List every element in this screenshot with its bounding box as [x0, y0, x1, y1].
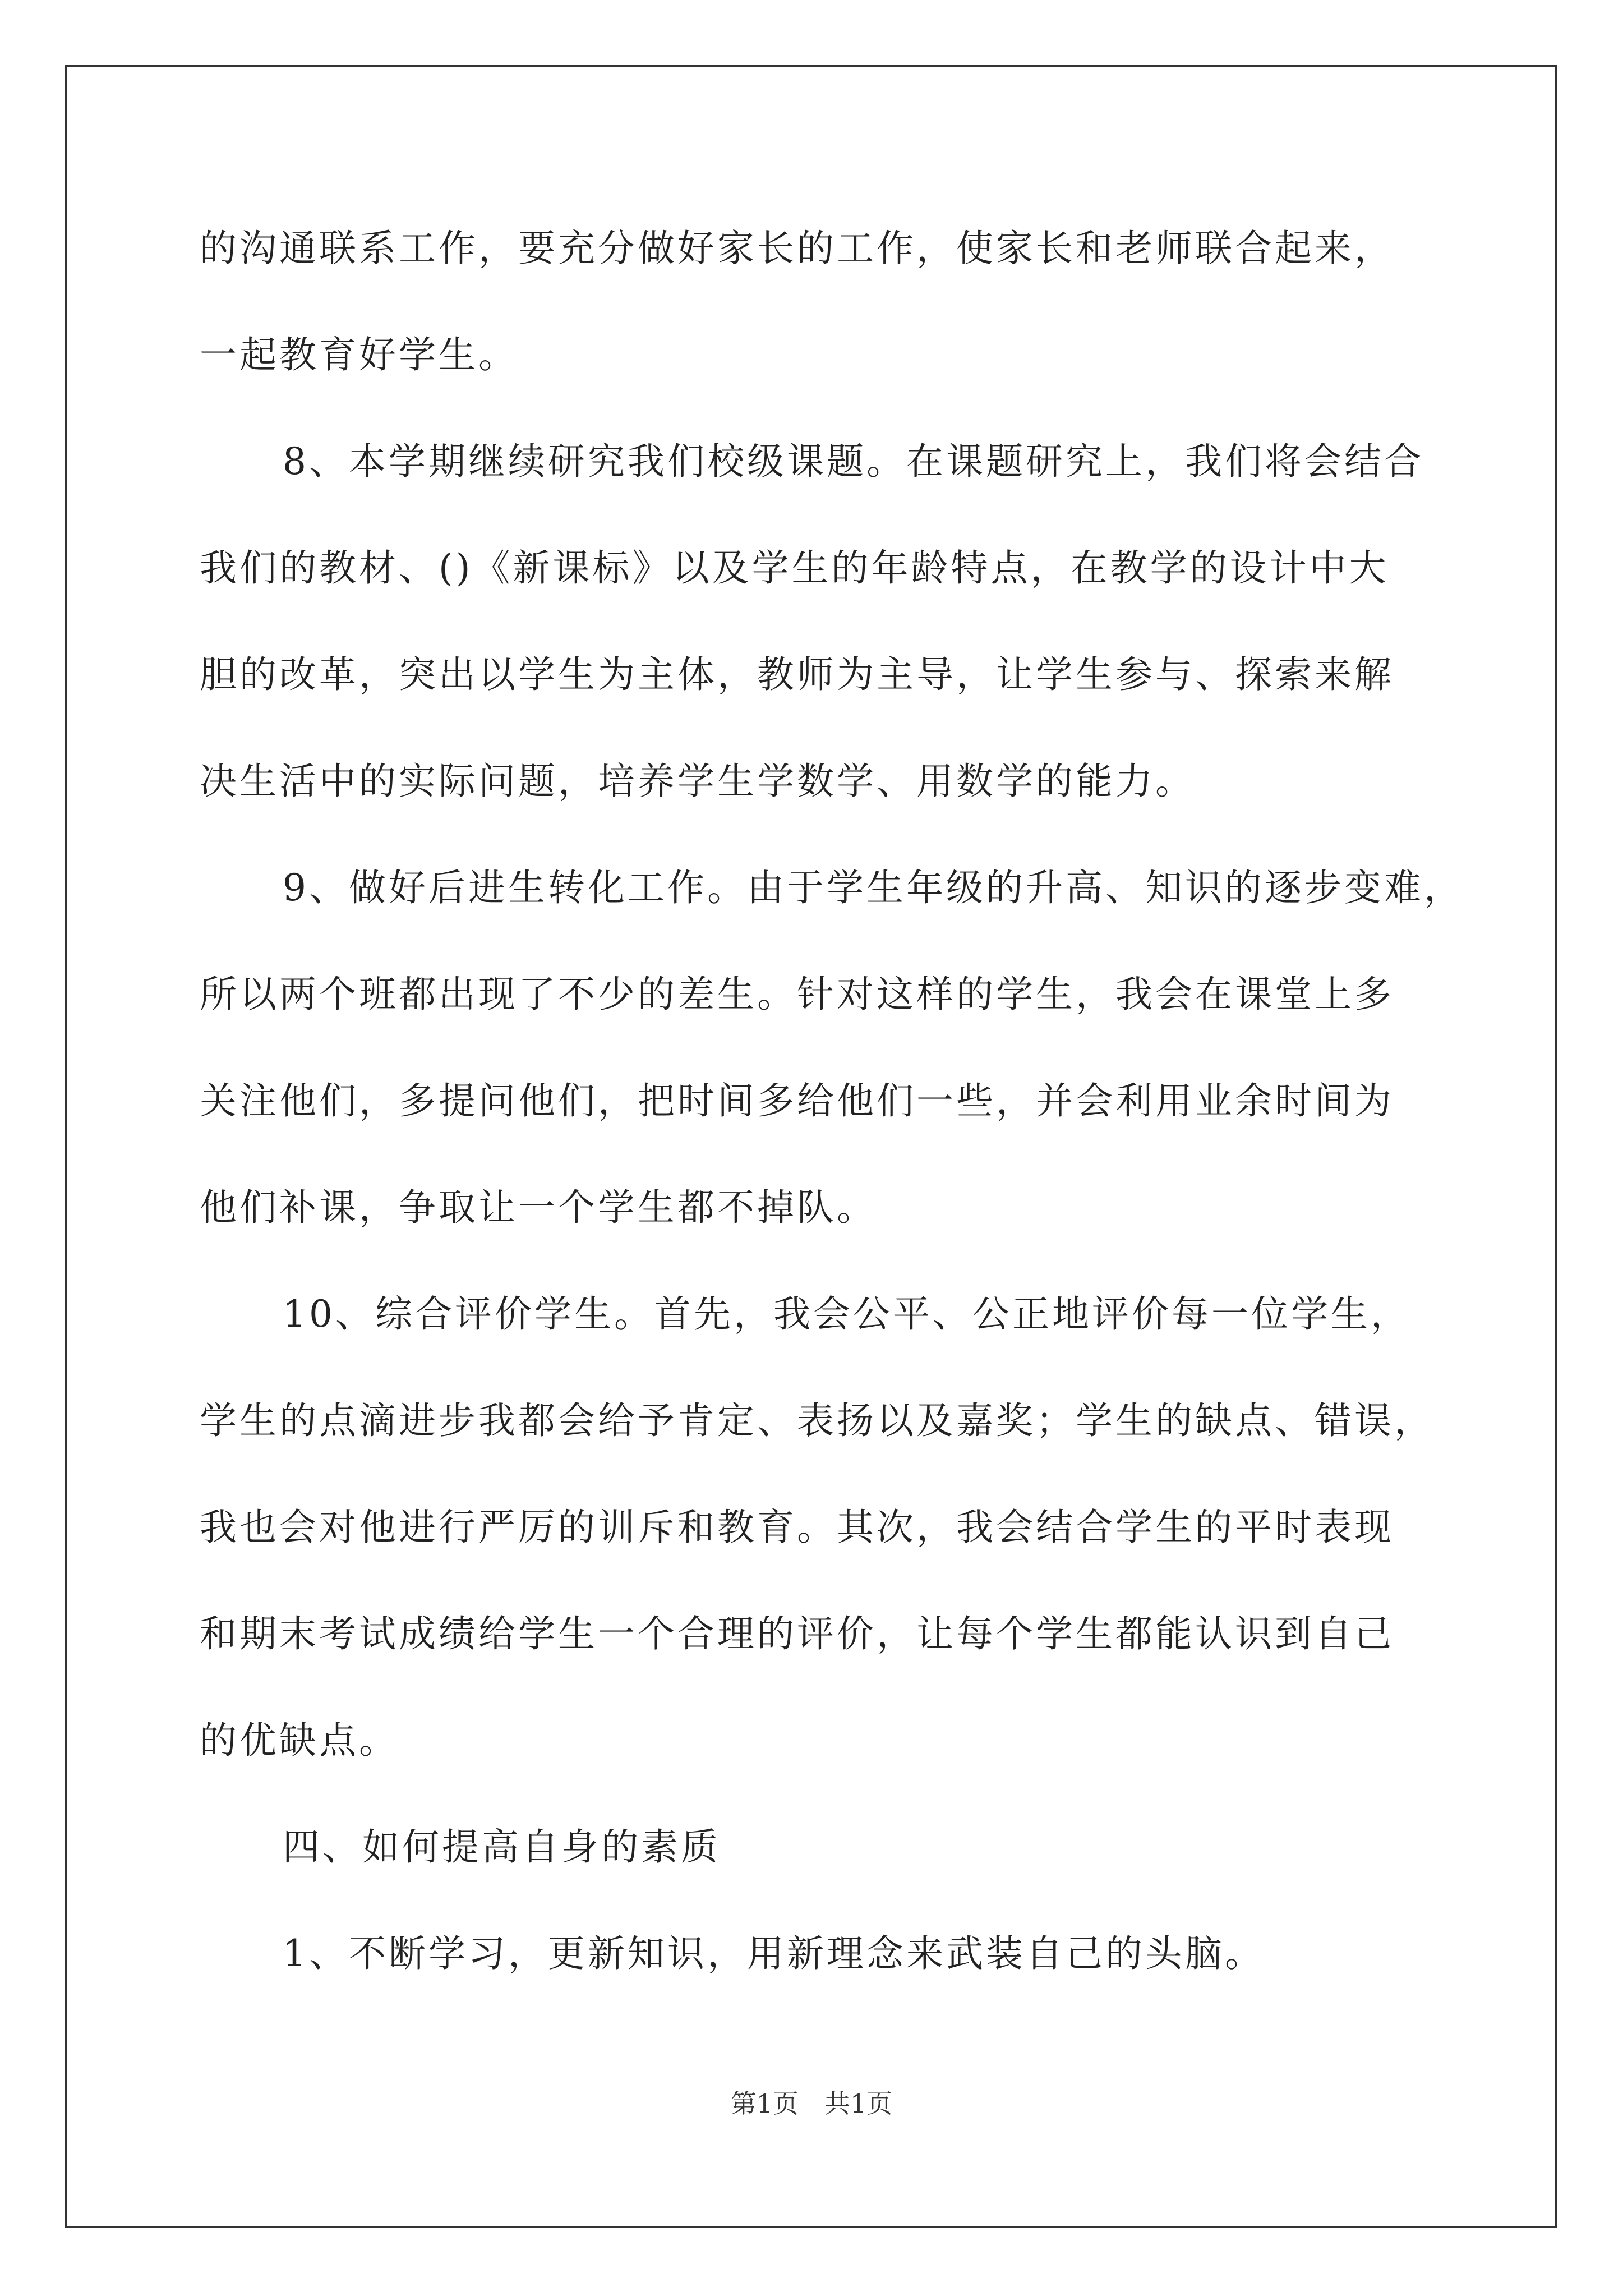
page-border — [65, 65, 1557, 2228]
text-line: 我也会对他进行严厉的训斥和教育。其次，我会结合学生的平时表现 — [200, 1506, 1394, 1549]
text-line: 学生的点滴进步我都会给予肯定、表扬以及嘉奖；学生的缺点、错误， — [200, 1399, 1434, 1442]
paragraph-10-heading: 10、综合评价学生。首先，我会公平、公正地评价每一位学生， — [283, 1292, 1410, 1336]
text-line: 他们补课，争取让一个学生都不掉队。 — [200, 1186, 877, 1229]
text-line: 所以两个班都出现了不少的差生。针对这样的学生，我会在课堂上多 — [200, 973, 1394, 1016]
paragraph-1-heading: 1、不断学习，更新知识，用新理念来武装自己的头脑。 — [283, 1932, 1265, 1975]
paragraph-9-heading: 9、做好后进生转化工作。由于学生年级的升高、知识的逐步变难， — [283, 866, 1464, 909]
text-line: 一起教育好学生。 — [200, 333, 518, 376]
text-line: 胆的改革，突出以学生为主体，教师为主导，让学生参与、探索来解 — [200, 653, 1394, 696]
section-heading: 四、如何提高自身的素质 — [283, 1825, 721, 1869]
text-line: 关注他们，多提问他们，把时间多给他们一些，并会利用业余时间为 — [200, 1079, 1394, 1122]
paragraph-8-heading: 8、本学期继续研究我们校级课题。在课题研究上，我们将会结合 — [283, 440, 1424, 483]
text-line: 我们的教材、()《新课标》以及学生的年龄特点，在教学的设计中大 — [200, 546, 1389, 590]
text-line: 的优缺点。 — [200, 1719, 399, 1762]
page-number-footer: 第1页 共1页 — [730, 2088, 893, 2119]
text-line: 和期末考试成绩给学生一个合理的评价，让每个学生都能认识到自己 — [200, 1612, 1394, 1655]
text-line: 的沟通联系工作，要充分做好家长的工作，使家长和老师联合起来， — [200, 227, 1394, 270]
text-line: 决生活中的实际问题，培养学生学数学、用数学的能力。 — [200, 760, 1195, 803]
